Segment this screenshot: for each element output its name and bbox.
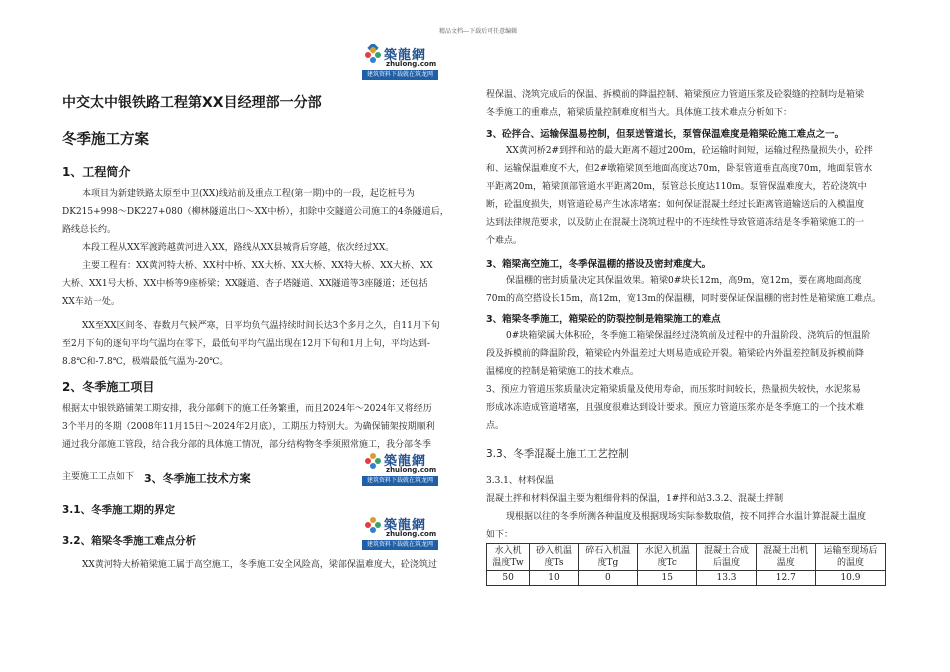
table-header-cell: 碎石入机温 度Tg [578, 544, 637, 571]
table-header-cell: 水入机 温度Tw [487, 544, 530, 571]
bold-point: 3、箱梁冬季施工，箱梁砼的防裂控制是箱梁施工的难点 [486, 314, 721, 325]
paragraph-line: 3个半月的冬期（2008年11月15日～2024年2月底），工期压力特别大。为确保铺架按期顺利 [62, 422, 435, 432]
document-subtitle: 冬季施工方案 [62, 132, 149, 148]
paragraph-line: 个难点。 [486, 236, 523, 246]
paragraph-line: 形成冰冻造成管道堵塞，且强度很难达到设计要求。预应力管道压浆亦是冬季施工的一个技术难 [486, 403, 865, 413]
paragraph [486, 327, 896, 435]
paragraph-line: 段及拆模前的降温阶段，箱梁砼内外温差过大则易造成砼开裂。箱梁砼内外温差控制及拆模前降 [486, 349, 865, 359]
paragraph-line: 和、运输保温难度不大，但2#墩箱梁顶至地面高度达70m，卧泵管道垂直高度70m，地面泵管水 [486, 164, 873, 174]
paragraph-line: 达到法律规范要求，以及防止在混凝土浇筑过程中的不连续性导致管道冻结是冬季箱梁施工的一 [486, 218, 865, 228]
paragraph-line: 通过我分部施工管段，结合我分部的具体施工情况，部分结构物冬季须照常施工，我分部冬季 [62, 440, 432, 450]
paragraph-line: 8.8℃和-7.8℃，极端最低气温为-20℃。 [62, 357, 229, 367]
paragraph-line: 混凝土拌和材料保温主要为粗细骨料的保温，1#拌和站3.3.2、混凝土拌制 [486, 494, 784, 504]
table-header-row [487, 544, 886, 571]
paragraph-line: 大桥、XX1号大桥、XX中桥等9座桥梁；XX隧道、杏子塔隧道、XX隧道等3座隧道；还包括 [62, 279, 428, 289]
zhulong-logo [362, 44, 437, 92]
table-header-cell: 砂入机温 度Ts [530, 544, 579, 571]
subsection-heading: 3.2、箱梁冬季施工难点分析 [62, 535, 197, 547]
paragraph-line: 断，砼温度损失，则管道砼易产生冰冻堵塞；如何保证混凝土经过长距离管道输送后的入模温度 [486, 200, 865, 210]
paragraph-line: 3、预应力管道压浆质量决定箱梁质量及使用寿命，而压浆时间较长，热量损失较快，水泥浆易 [486, 385, 861, 395]
table-cell: 13.3 [697, 571, 756, 586]
table-cell: 15 [638, 571, 697, 586]
table-header-cell: 水泥入机温 度Tc [638, 544, 697, 571]
section-heading: 1、工程简介 [62, 165, 131, 179]
paragraph-line: 温梯度的控制是箱梁施工的技术难点。 [486, 367, 640, 377]
table-row [487, 571, 886, 586]
paragraph-line: 路线总长约。 [62, 225, 117, 235]
logo-band: 建筑资料下载就在筑龙网 [362, 540, 438, 550]
paragraph-line: 如下： [486, 530, 514, 540]
logo-url: zhulong.com [386, 60, 437, 68]
logo-name: 築龍網 [384, 454, 427, 469]
section-heading: 3、冬季施工技术方案 [144, 472, 251, 485]
logo-name: 築龍網 [384, 48, 427, 63]
paragraph [62, 185, 472, 371]
paragraph [62, 400, 472, 454]
paragraph-line: 根据太中银铁路铺架工期安排，我分部剩下的施工任务繁重，而且2024年～2024年又将经历 [62, 404, 432, 414]
table-header-cell: 运输至现场后 的温度 [815, 544, 885, 571]
subsection-heading: 3.3、冬季混凝土施工工艺控制 [486, 448, 629, 460]
bold-point: 3、砼拌合、运输保温易控制，但泵送管道长，泵管保温难度是箱梁砼施工难点之一。 [486, 129, 845, 140]
zhulong-mark-icon [362, 514, 384, 536]
section-heading: 2、冬季施工项目 [62, 380, 155, 394]
paragraph-line: 0#块箱梁属大体积砼，冬季施工箱梁保温经过浇筑前及过程中的升温阶段、浇筑后的恒温阶 [506, 331, 871, 341]
logo-url: zhulong.com [386, 530, 437, 538]
paragraph-line: 本段工程从XX军渡跨越黄河进入XX，路线从XX县城背后穿越，依次经过XX。 [82, 243, 395, 253]
table-cell: 12.7 [756, 571, 815, 586]
paragraph-line: XX黄河特大桥箱梁施工属于高空施工，冬季施工安全风险高，梁部保温难度大，砼浇筑过 [82, 560, 437, 570]
header-note: 精品文档---下载后可任意编辑 [439, 28, 518, 35]
paragraph-line: DK215+998～DK227+080（柳林隧道出口～XX中桥），扣除中交隧道公司施工的4条隧道后， [62, 207, 449, 217]
table-cell: 50 [487, 571, 530, 586]
paragraph-line: 70m的高空搭设长15m，高12m，宽13m的保温棚，同时要保证保温棚的密封性是箱梁施工难点。 [486, 294, 881, 304]
zhulong-mark-icon [362, 44, 384, 66]
document-title: 中交太中银铁路工程第XX目经理部一分部 [62, 95, 322, 111]
paragraph-line: 平距离20m，箱梁顶部管道水平距离20m，泵管总长度达110m。泵管保温难度大，若砼浇筑中 [486, 182, 867, 192]
paragraph-line: XX至XX区间冬、春数月气候严寒，日平均负气温持续时间长达3个多月之久，自11月下旬 [82, 321, 440, 331]
paragraph-line: 本项目为新建铁路太原至中卫(XX)线站前及重点工程(第一期)中的一段，起讫桩号为 [82, 189, 415, 199]
paragraph-line: XX车站一处。 [62, 297, 120, 307]
paragraph [486, 508, 896, 544]
logo-band: 建筑资料下载就在筑龙网 [362, 476, 438, 486]
paragraph [486, 142, 896, 250]
paragraph [486, 86, 896, 122]
paragraph-line: 程保温、浇筑完成后的保温、拆模前的降温控制、箱梁预应力管道压浆及砼裂缝的控制均是箱梁 [486, 90, 865, 100]
paragraph-line: 冬季施工的重难点，箱梁质量控制难度相当大。具体施工技术难点分析如下： [486, 108, 793, 118]
table-cell: 10 [530, 571, 579, 586]
paragraph-line: 现根据以往的冬季所测各种温度及根据现场实际参数取值，按不同拌合水温计算混凝土温度 [506, 512, 867, 522]
table-cell: 0 [578, 571, 637, 586]
table-header-cell: 混凝土合成 后温度 [697, 544, 756, 571]
logo-band: 建筑资料下载就在筑龙网 [362, 70, 438, 80]
subsubsection-heading: 3.3.1、材料保温 [486, 476, 554, 486]
paragraph-line: 保温棚的密封质量决定其保温效果。箱梁0#块长12m，高9m，宽12m，要在离地面高度 [506, 276, 862, 286]
paragraph-line: 主要工程有：XX黄河特大桥、XX村中桥、XX大桥、XX大桥、XX特大桥、XX大桥、XX [82, 261, 433, 271]
zhulong-logo [362, 450, 437, 498]
paragraph-line: 至2月下旬的逐旬平均气温均在零下，最低旬平均气温出现在12月下旬和1月上旬，平均达到- [62, 339, 430, 349]
logo-url: zhulong.com [386, 466, 437, 474]
paragraph-line: XX黄河桥2#到拌和站的最大距离不超过200m，砼运输时间短，运输过程热量损失小，砼拌 [506, 146, 873, 156]
subsection-heading: 3.1、冬季施工期的界定 [62, 504, 176, 516]
logo-name: 築龍網 [384, 518, 427, 533]
inline-text: 主要施工工点如下 [62, 472, 135, 482]
zhulong-logo [362, 514, 437, 562]
paragraph [486, 272, 896, 308]
table-header-cell: 混凝土出机 温度 [756, 544, 815, 571]
bold-point: 3、箱梁高空施工，冬季保温棚的搭设及密封难度大。 [486, 259, 712, 270]
temperature-table [486, 543, 886, 586]
paragraph-line: 点。 [486, 421, 505, 431]
table-cell: 10.9 [815, 571, 885, 586]
